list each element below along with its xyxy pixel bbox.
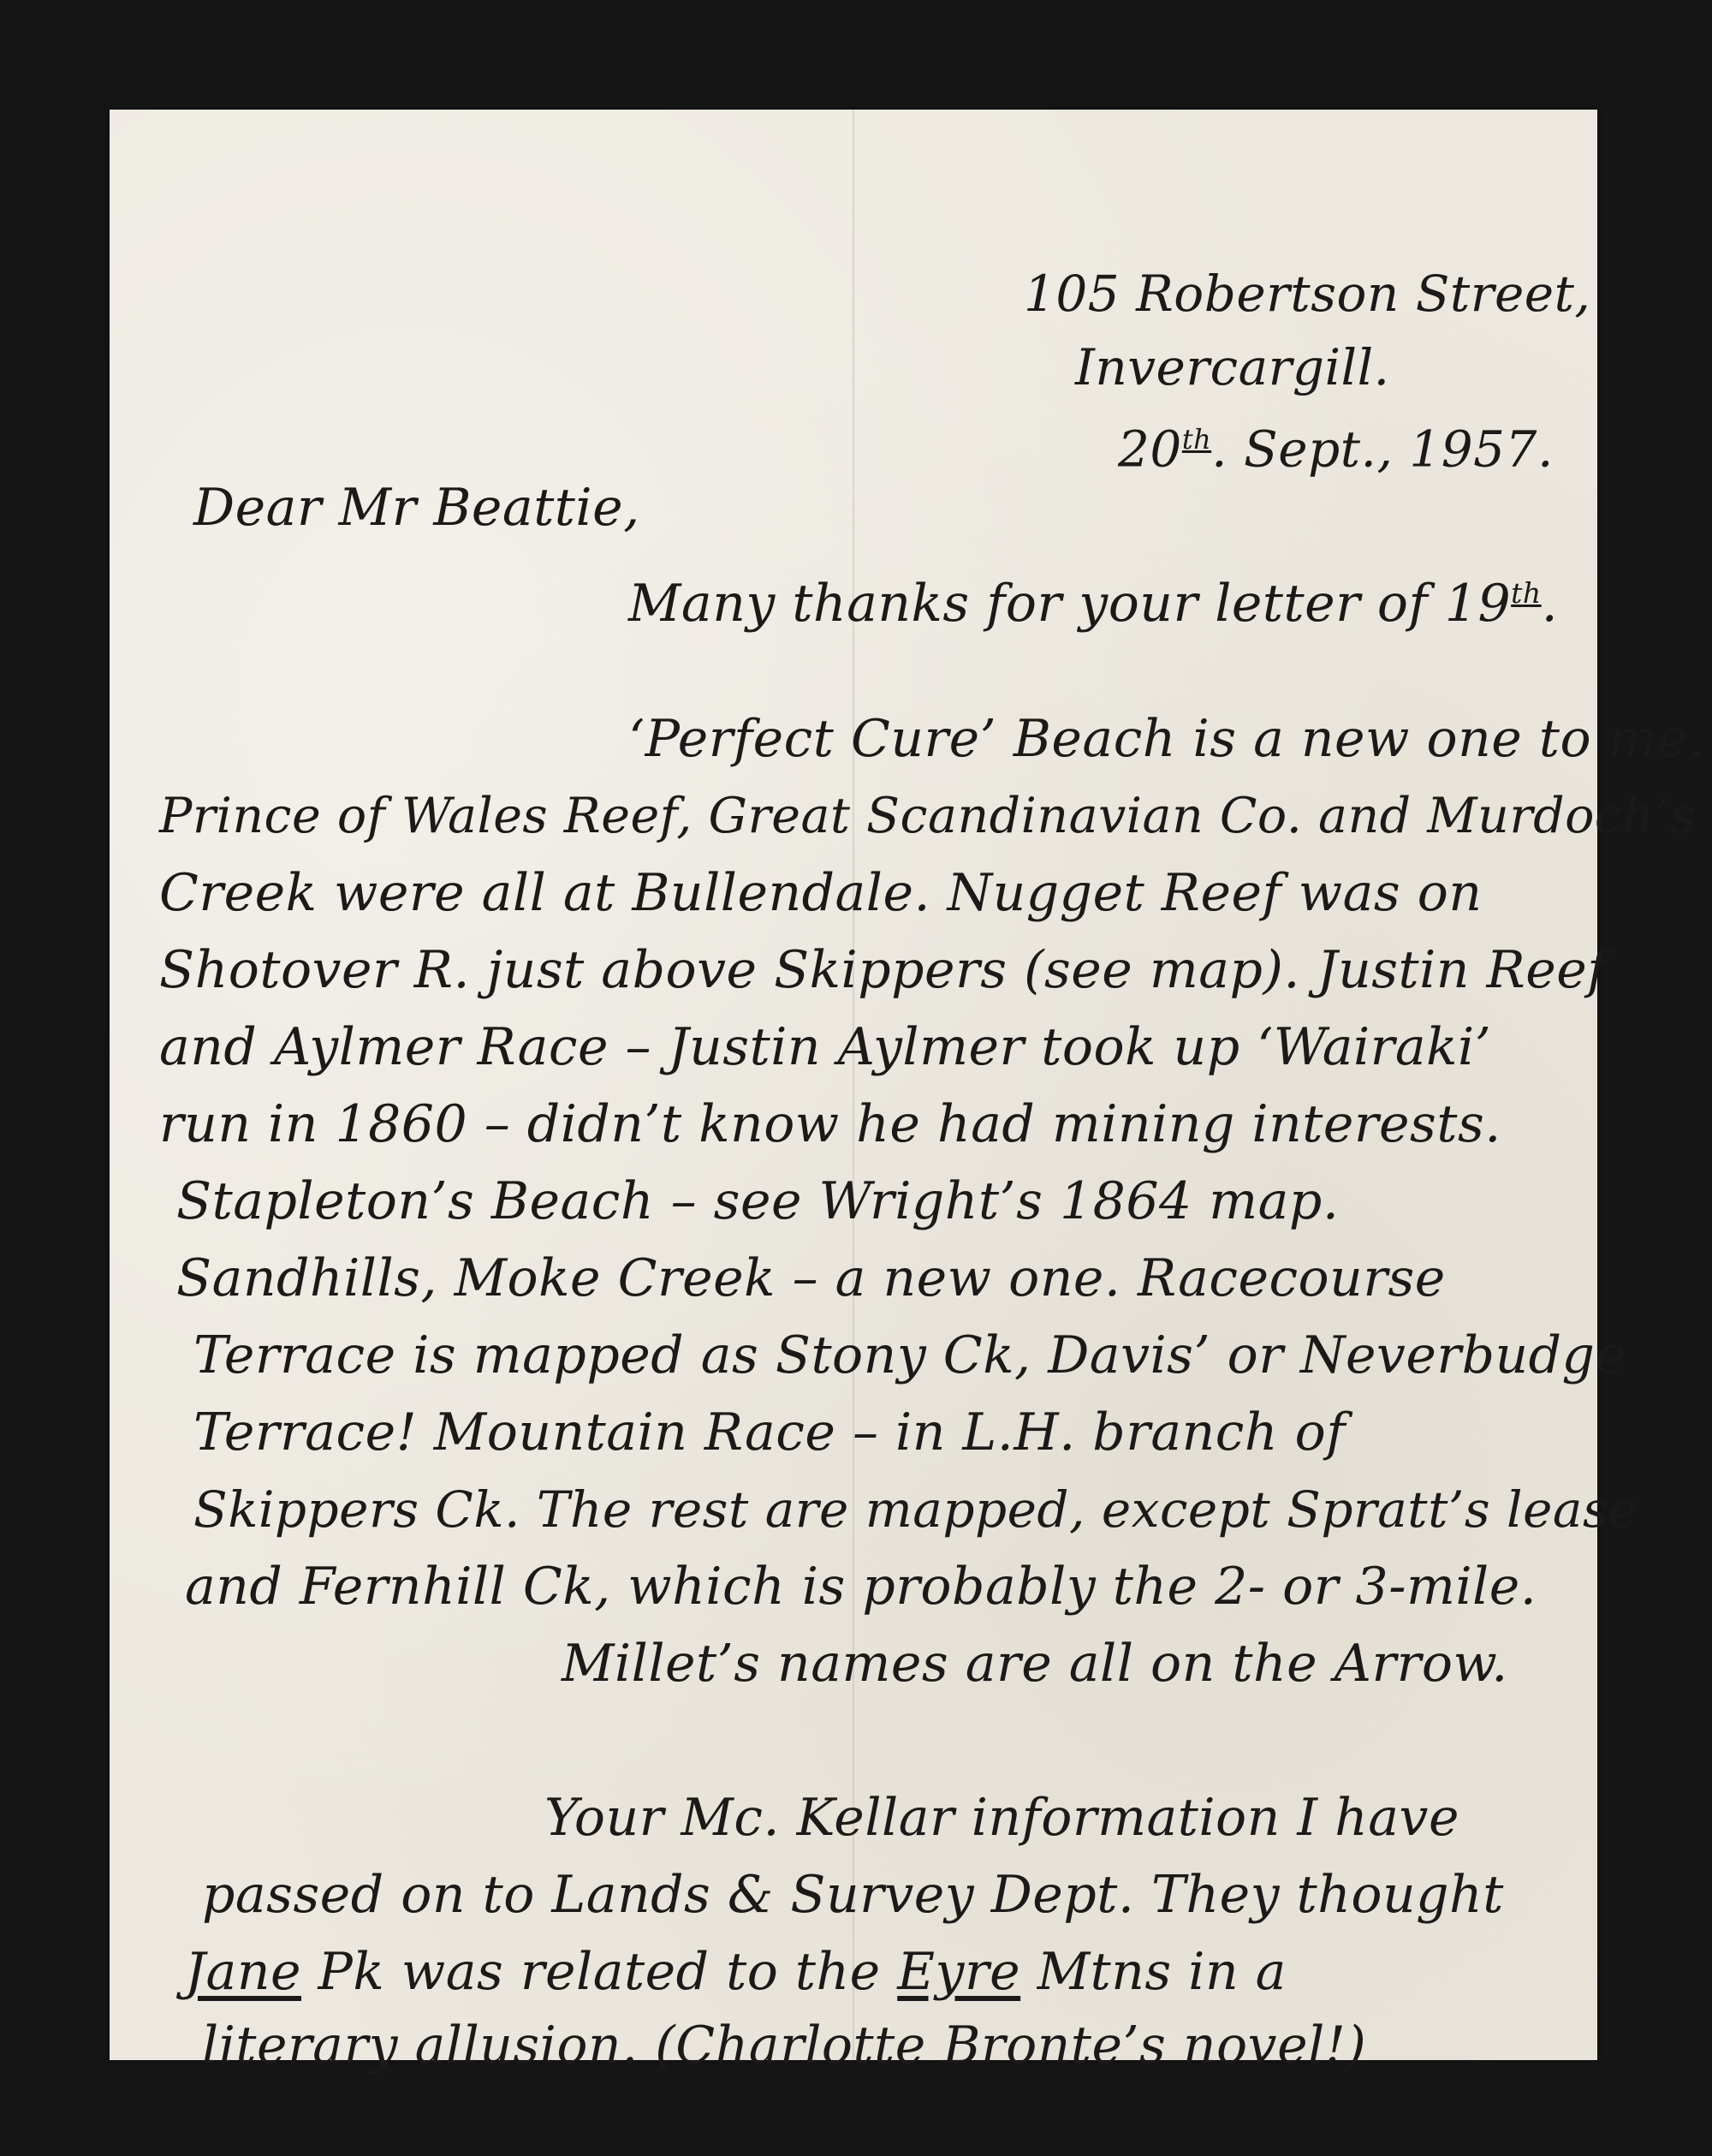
para2-line-3-mid: Pk was related to the [300, 1942, 898, 2002]
para1-line-12: and Fernhill Ck, which is probably the 2- or 3-mile. [185, 1557, 1537, 1617]
para1-line-5: and Aylmer Race – Justin Aylmer took up ‘Wairaki’ [159, 1017, 1492, 1077]
date-suffix: th [1181, 423, 1212, 456]
para1-line-4: Shotover R. just above Skippers (see map). Justin Reef [159, 940, 1607, 1000]
thanks-end: . [1541, 574, 1559, 634]
paper-fold [853, 110, 854, 2060]
para2-line-3 [185, 1942, 1287, 2002]
address-street: 105 Robertson Street, [1024, 265, 1591, 323]
date-day: 20 [1118, 420, 1182, 479]
para1-line-9: Terrace is mapped as Stony Ck, Davis’ or Neverbudge [193, 1325, 1626, 1385]
underlined-eyre: Eyre [897, 1942, 1021, 2002]
para1-line-11: Skippers Ck. The rest are mapped, except Spratt’s lease [193, 1480, 1639, 1539]
para1-line-2: Prince of Wales Reef, Great Scandinavian Co. and Murdoch’s [159, 788, 1696, 844]
para1-line-1: ‘Perfect Cure’ Beach is a new one to me. [628, 709, 1705, 769]
para2-line-2: passed on to Lands & Survey Dept. They thought [202, 1865, 1504, 1925]
para2-line-3-end: Mtns in a [1020, 1942, 1287, 2002]
para1-line-10: Terrace! Mountain Race – in L.H. branch of [193, 1403, 1346, 1462]
thanks-text: Many thanks for your letter of 19 [628, 574, 1512, 634]
date-rest: . Sept., 1957. [1211, 420, 1554, 479]
salutation: Dear Mr Beattie, [193, 478, 640, 538]
para1-line-6: run in 1860 – didn’t know he had mining interests. [159, 1094, 1501, 1154]
para1-line-3: Creek were all at Bullendale. Nugget Reef was on [159, 863, 1483, 923]
letter-date [1118, 409, 1554, 479]
para1-line-13: Millet’s names are all on the Arrow. [562, 1634, 1508, 1694]
underlined-jane: Jane [185, 1942, 301, 2002]
para1-line-8: Sandhills, Moke Creek – a new one. Racecourse [176, 1248, 1446, 1308]
thanks-line [628, 563, 1558, 634]
para1-line-7: Stapleton’s Beach – see Wright’s 1864 map. [176, 1171, 1340, 1231]
letter-page [110, 110, 1705, 2076]
para2-line-4: literary allusion. (Charlotte Bronte’s novel!) [202, 2016, 1367, 2076]
address-city: Invercargill. [1075, 338, 1390, 396]
thanks-suffix: th [1511, 576, 1542, 610]
para2-line-1: Your Mc. Kellar information I have [544, 1788, 1459, 1848]
